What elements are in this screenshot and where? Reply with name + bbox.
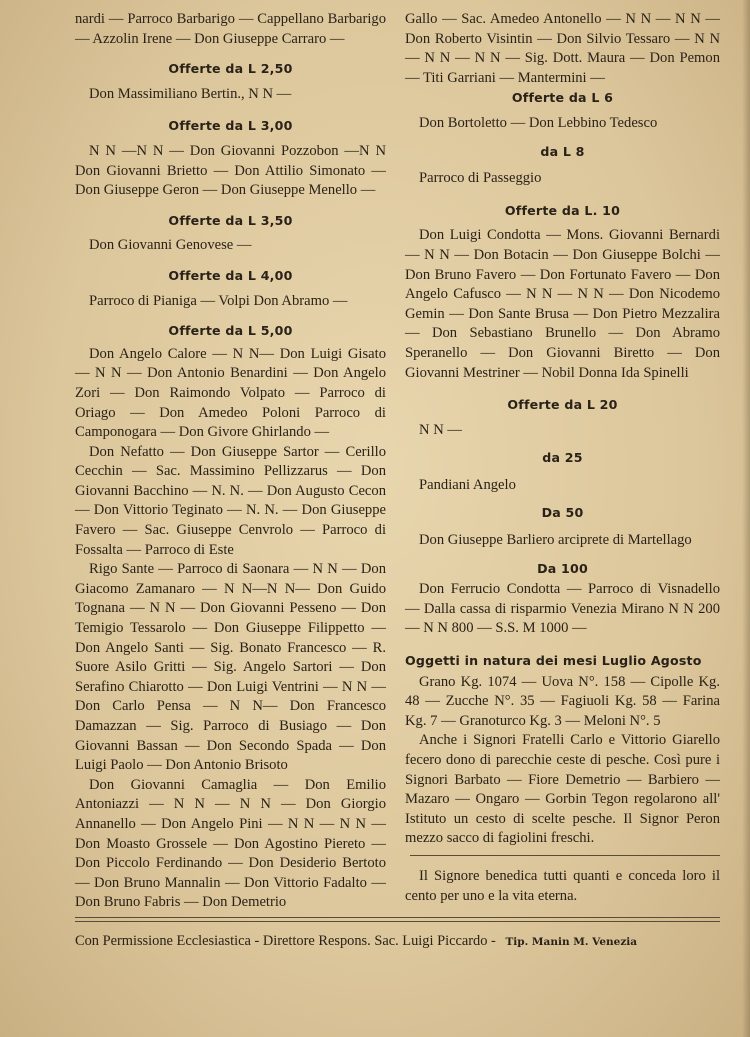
section-heading: Da 100	[537, 560, 588, 576]
section-heading: Oggetti in natura dei mesi Luglio Agosto	[405, 653, 702, 669]
section-divider	[410, 855, 720, 856]
section-heading: Offerte da L 6	[511, 90, 614, 106]
paragraph: Don Ferrucio Condotta — Parroco di Visnadello — Dalla cassa di risparmio Venezia Mirano N N 200 — N N 800 — S.S. M 1000 —	[405, 581, 720, 637]
section-heading: Offerte da L 5,00	[168, 323, 293, 339]
paragraph: Parroco di Pianiga — Volpi Don Abramo —	[89, 292, 348, 309]
paragraph: Don Massimiliano Bertin., N N —	[89, 85, 292, 102]
paragraph: Don Giovanni Camaglia — Don Emilio Antoniazzi — N N — N N — Don Giorgio Annanello — Don Angelo Pini — N N — N N — Don Moasto Grossele — Don Agostino Piereto — Don Piccolo Ferdinando — Don Desiderio Bertoto — Don Bruno Mannalin — Don Vittorio Fadalto — Don Bruno Fabris — Don Demetrio	[75, 776, 386, 911]
page-edge-shadow	[742, 0, 750, 1037]
paragraph: Don Angelo Calore — N N— Don Luigi Gisato — N N — Don Antonio Benardini — Don Angelo Zori — Don Raimondo Volpato — Parroco di Oriago — Don Amedeo Poloni Parroco di Camponogara — Don Givore Ghirlando —	[75, 345, 386, 441]
section-heading: Offerte da L. 10	[504, 202, 621, 218]
paragraph: N N —N N — Don Giovanni Pozzobon —N N Don Giovanni Brietto — Don Attilio Simonato — Don Giuseppe Geron — Don Giuseppe Menello —	[75, 142, 386, 199]
paragraph: N N —	[419, 421, 462, 438]
section-heading: Offerte da L 4,00	[168, 267, 293, 283]
footer	[75, 933, 720, 950]
paragraph: Don Bortoletto — Don Lebbino Tedesco	[419, 114, 658, 131]
footer-rule-bottom	[75, 921, 720, 922]
section-heading: Offerte da L 3,00	[168, 118, 293, 134]
section-heading: Da 50	[541, 505, 584, 521]
paragraph: Don Nefatto — Don Giuseppe Sartor — Cerillo Cecchin — Sac. Massimino Pellizzarus — Don Giovanni Bacchino — N. N. — Don Augusto Cecon — Don Vittorio Teginato — N. N. — Don Giuseppe Favero — Sac. Giuseppe Cenvrolo — Parroco di Fossalta — Parroco di Este	[75, 443, 386, 558]
paragraph: nardi — Parroco Barbarigo — Cappellano Barbarigo — Azzolin Irene — Don Giuseppe Carraro —	[75, 11, 386, 47]
footer-credit: Con Permissione Ecclesiastica - Direttore Respons. Sac. Luigi Piccardo -	[75, 933, 496, 949]
footer-rule-top	[75, 917, 720, 918]
paragraph: Don Giovanni Genovese —	[89, 237, 252, 254]
paragraph: Il Signore benedica tutti quanti e conceda loro il cento per uno e la vita eterna.	[405, 867, 720, 904]
section-heading: Offerte da L 2,50	[168, 61, 293, 77]
footer-printer: Tip. Manin M. Venezia	[505, 936, 638, 948]
section-heading: Offerte da L 3,50	[168, 212, 293, 228]
paragraph: Don Giuseppe Barliero arciprete di Martellago	[419, 532, 692, 549]
paragraph: Grano Kg. 1074 — Uova N°. 158 — Cipolle Kg. 48 — Zucche N°. 35 — Fagiuoli Kg. 58 — Farina Kg. 7 — Granoturco Kg. 3 — Meloni N°. 5	[405, 673, 720, 729]
section-heading: da L 8	[540, 143, 585, 159]
paragraph: Don Luigi Condotta — Mons. Giovanni Bernardi — N N — Don Botacin — Don Giuseppe Bolchi — Don Bruno Favero — Don Fortunato Favero — Don Angelo Cafusco — N N — N N — Don Nicodemo Gemin — Don Sante Brusa — Don Pietro Mezzalira — Don Sebastiano Brunello — Don Abramo Speranello — Don Giovanni Biretto — Don Giovanni Mestriner — Nobil Donna Ida Spinelli	[405, 227, 720, 381]
paragraph: Rigo Sante — Parroco di Saonara — N N — Don Giacomo Zamanaro — N N—N N— Don Guido Tognana — N N — Don Giovanni Pesseno — Don Temigio Tessarolo — Don Giuseppe Filippetto — Don Angelo Santi — Sig. Bonato Francesco — R. Suore Asilo Gritti — Sig. Angelo Sartori — Don Serafino Chiarotto — Don Luigi Ventrini — N N — Don Carlo Pensa — N N— Don Francesco Damazzan — Sig. Parroco di Busiago — Don Giovanni Bassan — Don Secondo Spada — Don Luigi Paolo — Don Antonio Brisoto	[75, 561, 386, 774]
right-column	[405, 10, 720, 906]
section-heading: da 25	[542, 450, 583, 466]
left-column	[75, 10, 386, 913]
paragraph: Pandiani Angelo	[419, 476, 516, 493]
paragraph: Parroco di Passeggio	[419, 170, 542, 187]
section-heading: Offerte da L 20	[507, 397, 618, 413]
paragraph: Gallo — Sac. Amedeo Antonello — N N — N N — Don Roberto Visintin — Don Silvio Tessaro — N N — N N — N N — Sig. Dott. Maura — Don Pemon — Titi Garriani — Mantermini —	[405, 11, 720, 86]
paragraph: Anche i Signori Fratelli Carlo e Vittorio Giarello fecero dono di parecchie ceste di pesche. Così pure i Signori Barbato — Fiore Demetrio — Barbiero — Mazaro — Ongaro — Gorbin Tegon regolarono all' Istituto un cesto di scelte pesche. Il Signor Peron mezzo sacco di fagiolini freschi.	[405, 732, 720, 847]
